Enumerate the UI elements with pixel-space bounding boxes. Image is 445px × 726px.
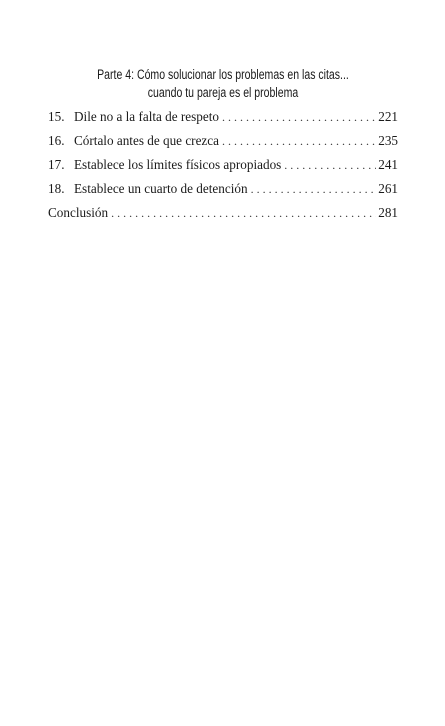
toc-entry-number: 18.	[48, 181, 65, 196]
toc-entry-page: 281	[378, 205, 398, 220]
toc-entry-page: 221	[378, 109, 398, 124]
toc-entry-17	[48, 153, 398, 177]
toc-entry-page: 241	[378, 157, 398, 172]
toc-leader-dots	[222, 105, 376, 129]
toc-entry-title: Establece un cuarto de detención	[74, 181, 248, 196]
toc-entry-page: 235	[378, 133, 398, 148]
toc-entry-page: 261	[378, 181, 398, 196]
toc-leader-dots	[251, 177, 377, 201]
toc-entry-18	[48, 177, 398, 201]
toc-entry-title: Establece los límites físicos apropiados	[74, 157, 282, 172]
toc-entry-number: 16.	[48, 133, 65, 148]
toc-entry-15	[48, 105, 398, 129]
toc-entry-title: Dile no a la falta de respeto	[74, 109, 219, 124]
part-heading-line-1: Parte 4: Cómo solucionar los problemas en las citas...	[97, 67, 349, 82]
toc-entry-number: 17.	[48, 157, 65, 172]
toc-entry-title: Conclusión	[48, 205, 109, 220]
table-of-contents	[48, 105, 398, 225]
part-heading-line-2: cuando tu pareja es el problema	[147, 85, 299, 100]
toc-leader-dots	[284, 153, 376, 177]
toc-leader-dots	[111, 201, 376, 225]
toc-entry-number: 15.	[48, 109, 65, 124]
toc-entry-title: Córtalo antes de que crezca	[74, 133, 219, 148]
toc-leader-dots	[222, 129, 376, 153]
toc-entry-16	[48, 129, 398, 153]
part-heading	[87, 66, 360, 102]
toc-entry-conclusion	[48, 201, 398, 225]
